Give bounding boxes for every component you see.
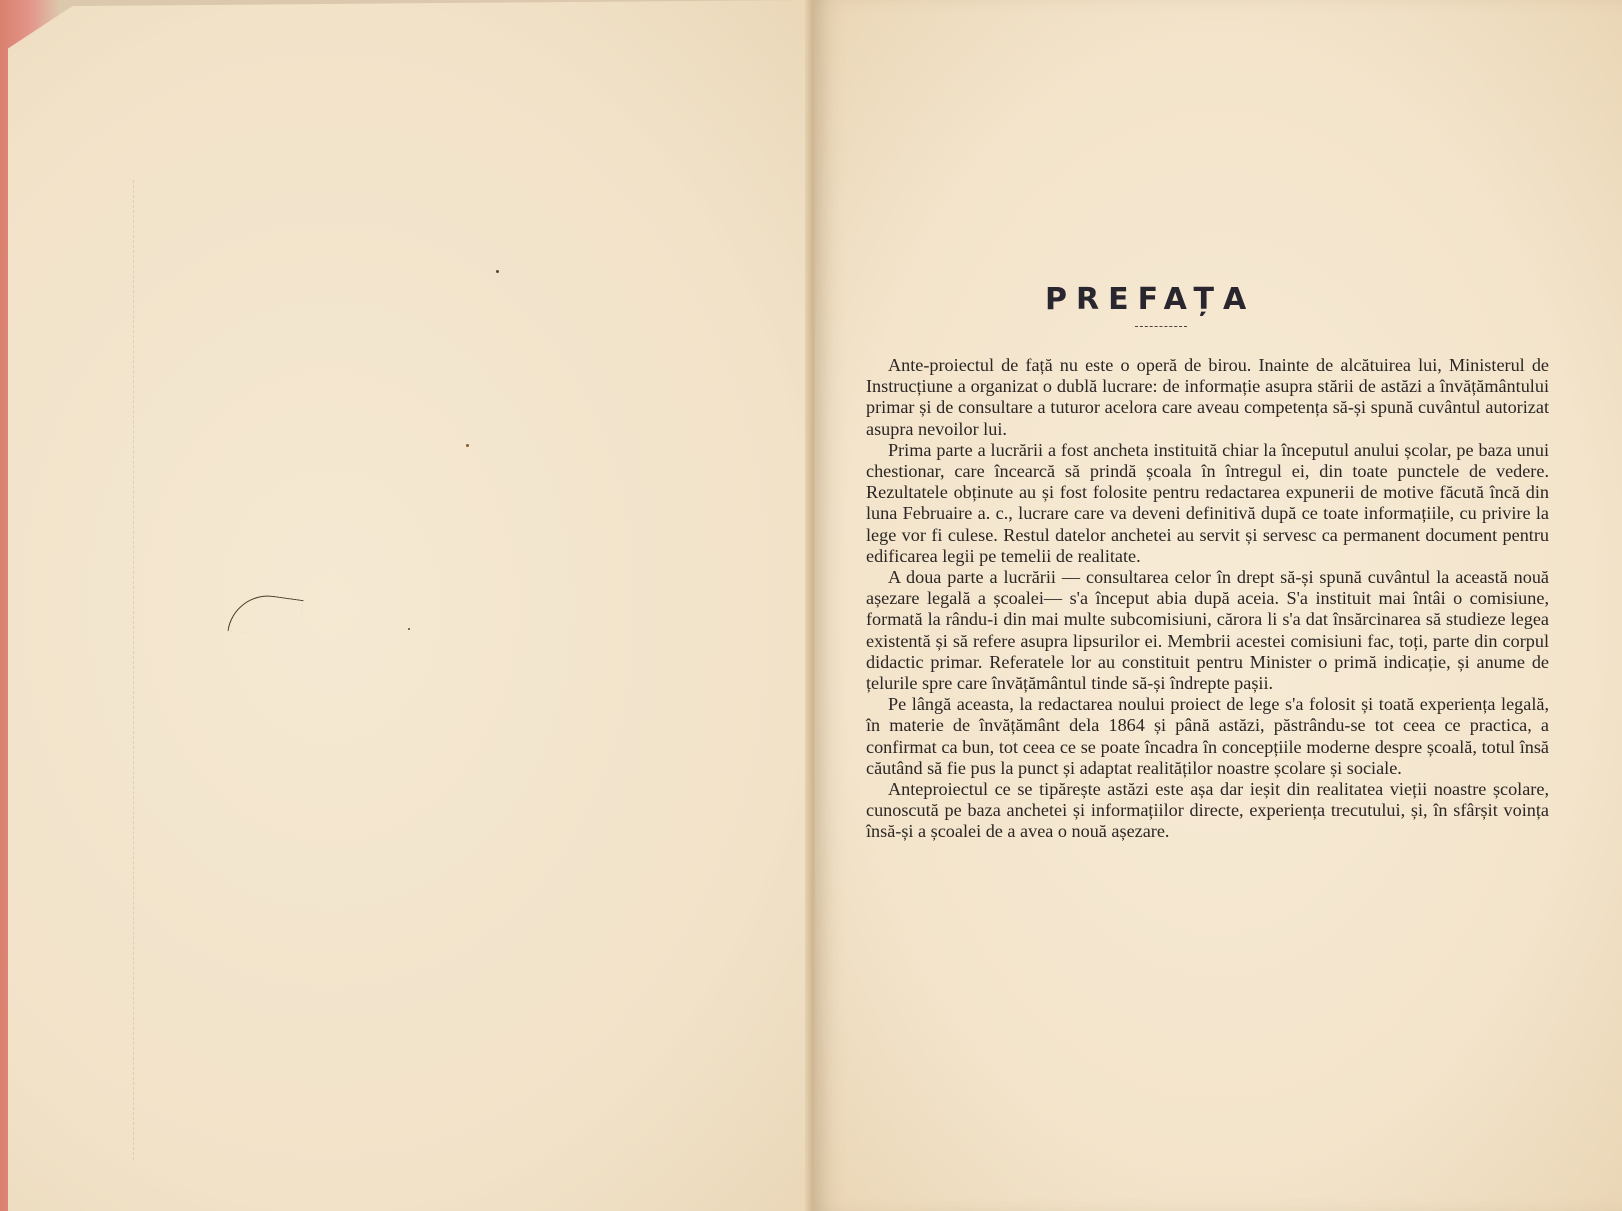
paper-speck: [496, 270, 499, 273]
paper-speck: [466, 444, 469, 447]
page-title: PREFAȚA: [1045, 282, 1256, 317]
paragraph: A doua parte a lucrării — consultarea celor în drept să-și spună cuvântul la această nouă așezare legală a școalei— s'a început abia după aceia. S'a instituit mai întâi o comisiune, formată la rându-i din mai multe subcomisiuni, cărora li s'a dat însărcinarea să studieze legea existentă și să refere asupra lipsurilor ei. Membrii acestei comisiuni fac, toți, parte din corpul didactic primar. Referatele lor au constituit pentru Minister o primă indicație, și anume de țelurile spre care învățământul tinde să-și îndrepte pașii.: [866, 567, 1549, 694]
left-page-blank: [8, 0, 814, 1211]
paragraph: Anteproiectul ce se tipărește astăzi este așa dar ieșit din realitatea vieții noastre școlare, cunoscută pe baza anchetei și informațiilor directe, experiența trecutului, și, în sfârșit voința însă-și a școalei de a avea o nouă așezare.: [866, 779, 1549, 842]
paragraph: Ante-proiectul de față nu este o operă de birou. Inainte de alcătuirea lui, Ministerul de Instrucțiune a organizat o dublă lucrare: de informație asupra stării de astăzi a învățământului primar și de consultare a tuturor acelora care aveau competența să-și spună cuvântul autorizat asupra nevoilor lui.: [866, 355, 1549, 439]
fold-line: [133, 180, 135, 1160]
paper-speck: [408, 628, 410, 630]
preface-text: [866, 355, 1549, 843]
paragraph: Prima parte a lucrării a fost ancheta instituită chiar la începutul anului școlar, pe baza unui chestionar, care încearcă să prindă școala în întregul ei, din toate punctele de vedere. Rezultatele obținute au și fost folosite pentru redactarea expunerii de motive făcută încă din luna Februaire a. c., lucrare care va deveni definitivă după ce toate informațiile, cu privire la lege vor fi culese. Restul datelor anchetei au servit și servesc ca permanent document pentru edificarea legii pe temelii de realitate.: [866, 439, 1549, 566]
paragraph: Pe lângă aceasta, la redactarea noului proiect de lege s'a folosit și toată experiența legală, în materie de învățământ dela 1864 și până astăzi, păstrându-se tot ceea ce practica, a confirmat ca bun, tot ceea ce se poate încadra în concepțiile moderne despre școală, totul însă căutând să fie pus la punct și adaptat realităților noastre școlare și sociale.: [866, 694, 1549, 778]
title-ornament: [1135, 326, 1187, 328]
